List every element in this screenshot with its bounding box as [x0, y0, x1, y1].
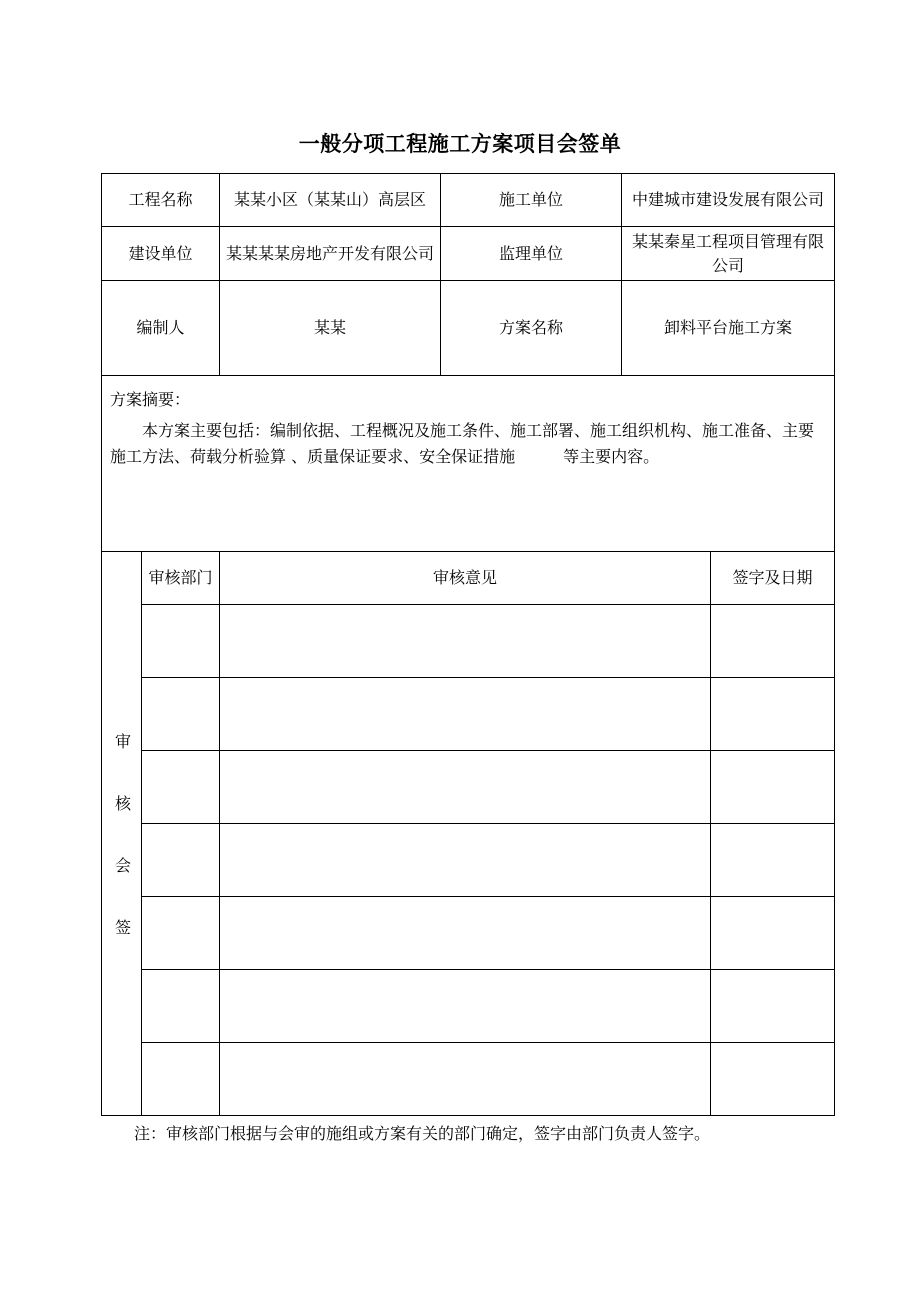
- row-summary: [102, 376, 835, 552]
- review-row: [102, 678, 835, 751]
- review-dept-cell[interactable]: [142, 751, 220, 824]
- review-dept-cell[interactable]: [142, 1043, 220, 1116]
- owner-unit-value: 某某某某房地产开发有限公司: [220, 227, 441, 281]
- construction-unit-value: 中建城市建设发展有限公司: [622, 174, 835, 227]
- supervision-unit-label: 监理单位: [441, 227, 622, 281]
- row-project-name: [102, 174, 835, 227]
- row-owner-unit: [102, 227, 835, 281]
- row-author: [102, 281, 835, 376]
- review-opinion-cell[interactable]: [220, 897, 711, 970]
- author-label: 编制人: [102, 281, 220, 376]
- review-row: [102, 1043, 835, 1116]
- footnote: 注：审核部门根据与会审的施组或方案有关的部门确定，签字由部门负责人签字。: [134, 1124, 711, 1143]
- summary-cell: [102, 376, 835, 552]
- review-opinion-cell[interactable]: [220, 751, 711, 824]
- review-opinion-cell[interactable]: [220, 970, 711, 1043]
- review-header-row: [102, 552, 835, 605]
- review-opinion-cell[interactable]: [220, 824, 711, 897]
- review-row: [102, 605, 835, 678]
- project-name-label: 工程名称: [102, 174, 220, 227]
- author-value: 某某: [220, 281, 441, 376]
- review-row: [102, 751, 835, 824]
- summary-label: 方案摘要：: [110, 390, 191, 409]
- review-sign-cell[interactable]: [711, 897, 835, 970]
- review-dept-cell[interactable]: [142, 605, 220, 678]
- review-opinion-cell[interactable]: [220, 605, 711, 678]
- review-row: [102, 824, 835, 897]
- review-dept-cell[interactable]: [142, 897, 220, 970]
- review-sign-cell[interactable]: [711, 605, 835, 678]
- review-dept-header: 审核部门: [142, 552, 220, 605]
- document-title: 一般分项工程施工方案项目会签单: [298, 131, 622, 156]
- review-section-label: 审核会签: [102, 552, 142, 1116]
- summary-text: 本方案主要包括：编制依据、工程概况及施工条件、施工部署、施工组织机构、施工准备、主要施工方法、荷载分析验算 、质量保证要求、安全保证措施 等主要内容。: [110, 421, 815, 466]
- review-sign-cell[interactable]: [711, 751, 835, 824]
- review-opinion-header: 审核意见: [220, 552, 711, 605]
- project-name-value: 某某小区（某某山）高层区: [220, 174, 441, 227]
- review-sign-cell[interactable]: [711, 824, 835, 897]
- plan-name-label: 方案名称: [441, 281, 622, 376]
- plan-name-value: 卸料平台施工方案: [622, 281, 835, 376]
- review-opinion-cell[interactable]: [220, 1043, 711, 1116]
- sign-off-form: [101, 173, 835, 1116]
- review-sign-cell[interactable]: [711, 970, 835, 1043]
- owner-unit-label: 建设单位: [102, 227, 220, 281]
- review-dept-cell[interactable]: [142, 824, 220, 897]
- review-dept-cell[interactable]: [142, 970, 220, 1043]
- review-dept-cell[interactable]: [142, 678, 220, 751]
- review-sign-date-header: 签字及日期: [711, 552, 835, 605]
- supervision-unit-value: 某某秦星工程项目管理有限公司: [622, 227, 835, 281]
- construction-unit-label: 施工单位: [441, 174, 622, 227]
- review-row: [102, 897, 835, 970]
- review-sign-cell[interactable]: [711, 678, 835, 751]
- review-row: [102, 970, 835, 1043]
- review-sign-cell[interactable]: [711, 1043, 835, 1116]
- review-opinion-cell[interactable]: [220, 678, 711, 751]
